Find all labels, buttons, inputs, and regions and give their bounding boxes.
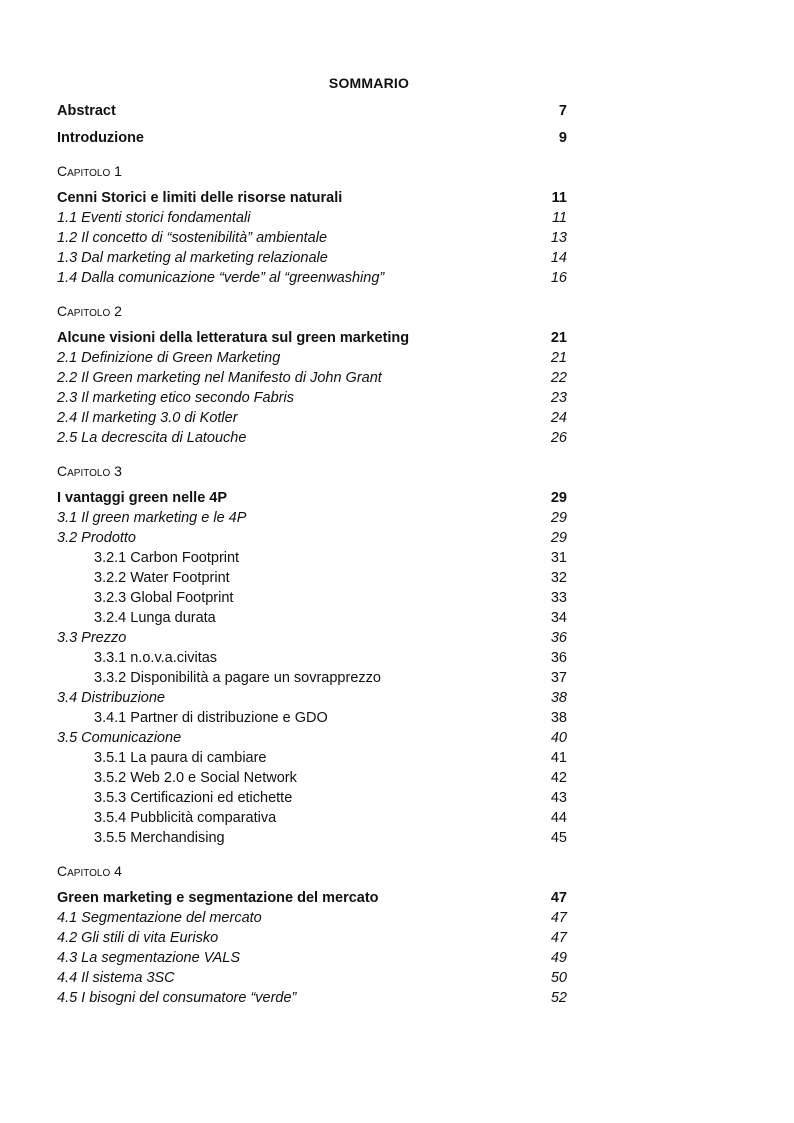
entry-label: 1.4 Dalla comunicazione “verde” al “greenwashing”	[57, 270, 385, 286]
chapter-label-3: Capitolo 3	[57, 463, 122, 479]
entry-label: 2.1 Definizione di Green Marketing	[57, 350, 281, 366]
toc-entry[interactable]	[57, 688, 567, 708]
toc-entry[interactable]	[57, 368, 567, 388]
page-title: SOMMARIO	[328, 75, 410, 91]
entry-label: 2.4 Il marketing 3.0 di Kotler	[57, 410, 238, 426]
entry-label: 3.2.3 Global Footprint	[94, 590, 234, 606]
entry-label: 3.5.2 Web 2.0 e Social Network	[94, 770, 297, 786]
chapter-heading-3[interactable]	[57, 488, 567, 508]
toc-subentry[interactable]	[57, 588, 567, 608]
entry-label: 3.4.1 Partner di distribuzione e GDO	[94, 710, 328, 726]
toc-entry[interactable]	[57, 908, 567, 928]
toc-entry[interactable]	[57, 388, 567, 408]
entry-page: 43	[550, 790, 567, 806]
toc-subentry[interactable]	[57, 648, 567, 668]
toc-subentry[interactable]	[57, 828, 567, 848]
toc-entry[interactable]	[57, 228, 567, 248]
toc-entry-abstract[interactable]	[57, 101, 567, 121]
entry-page: 37	[550, 670, 567, 686]
entry-label: 3.2 Prodotto	[57, 530, 136, 546]
entry-label: 2.3 Il marketing etico secondo Fabris	[57, 390, 294, 406]
toc-entry[interactable]	[57, 248, 567, 268]
entry-page: 14	[550, 250, 567, 266]
entry-label: 1.3 Dal marketing al marketing relazionale	[57, 250, 328, 266]
entry-page: 13	[550, 230, 567, 246]
entry-page: 32	[550, 570, 567, 586]
entry-label: 3.4 Distribuzione	[57, 690, 165, 706]
entry-label: 2.2 Il Green marketing nel Manifesto di John Grant	[57, 370, 382, 386]
entry-label: 3.2.4 Lunga durata	[94, 610, 216, 626]
entry-label: I vantaggi green nelle 4P	[57, 490, 228, 506]
entry-label: Abstract	[57, 103, 116, 119]
entry-page: 40	[550, 730, 567, 746]
toc-entry[interactable]	[57, 348, 567, 368]
entry-page: 29	[550, 490, 567, 506]
entry-label: Introduzione	[57, 130, 144, 146]
entry-page: 24	[550, 410, 567, 426]
entry-page: 45	[550, 830, 567, 846]
toc-entry[interactable]	[57, 208, 567, 228]
entry-label: 3.5.4 Pubblicità comparativa	[94, 810, 277, 826]
entry-label: Alcune visioni della letteratura sul green marketing	[57, 330, 410, 346]
entry-label: 3.1 Il green marketing e le 4P	[57, 510, 247, 526]
toc-subentry[interactable]	[57, 608, 567, 628]
toc-entry[interactable]	[57, 268, 567, 288]
entry-page: 26	[550, 430, 567, 446]
entry-page: 29	[550, 530, 567, 546]
toc-entry[interactable]	[57, 528, 567, 548]
entry-label: Green marketing e segmentazione del mercato	[57, 890, 379, 906]
entry-page: 7	[558, 103, 567, 119]
toc-entry[interactable]	[57, 408, 567, 428]
toc-subentry[interactable]	[57, 568, 567, 588]
entry-page: 38	[550, 710, 567, 726]
toc-subentry[interactable]	[57, 768, 567, 788]
toc-entry[interactable]	[57, 728, 567, 748]
entry-page: 36	[550, 630, 567, 646]
chapter-label-4: Capitolo 4	[57, 863, 122, 879]
entry-page: 33	[550, 590, 567, 606]
entry-label: 4.1 Segmentazione del mercato	[57, 910, 262, 926]
entry-page: 21	[550, 330, 567, 346]
entry-page: 29	[550, 510, 567, 526]
entry-label: 4.3 La segmentazione VALS	[57, 950, 240, 966]
entry-label: 3.2.1 Carbon Footprint	[94, 550, 240, 566]
toc-entry[interactable]	[57, 628, 567, 648]
toc-entry[interactable]	[57, 948, 567, 968]
chapter-label-2: Capitolo 2	[57, 303, 122, 319]
entry-page: 21	[550, 350, 567, 366]
toc-entry[interactable]	[57, 988, 567, 1008]
entry-page: 31	[550, 550, 567, 566]
toc-subentry[interactable]	[57, 788, 567, 808]
entry-label: 3.5.5 Merchandising	[94, 830, 225, 846]
entry-page: 41	[550, 750, 567, 766]
entry-page: 11	[551, 190, 567, 206]
entry-page: 50	[550, 970, 567, 986]
toc-subentry[interactable]	[57, 708, 567, 728]
entry-page: 49	[550, 950, 567, 966]
toc-subentry[interactable]	[57, 748, 567, 768]
toc-entry[interactable]	[57, 928, 567, 948]
entry-page: 11	[551, 210, 567, 226]
toc-entry[interactable]	[57, 508, 567, 528]
entry-label: 1.1 Eventi storici fondamentali	[57, 210, 251, 226]
entry-label: 3.3 Prezzo	[57, 630, 127, 646]
entry-label: 3.5.3 Certificazioni ed etichette	[94, 790, 293, 806]
toc-subentry[interactable]	[57, 668, 567, 688]
chapter-label-1: Capitolo 1	[57, 163, 122, 179]
entry-page: 52	[550, 990, 567, 1006]
entry-page: 23	[550, 390, 567, 406]
entry-label: 4.2 Gli stili di vita Eurisko	[57, 930, 219, 946]
toc-entry[interactable]	[57, 968, 567, 988]
entry-page: 22	[550, 370, 567, 386]
toc-subentry[interactable]	[57, 808, 567, 828]
entry-label: 3.3.2 Disponibilità a pagare un sovrapprezzo	[94, 670, 381, 686]
entry-page: 9	[558, 130, 567, 146]
entry-label: 3.2.2 Water Footprint	[94, 570, 230, 586]
chapter-heading-4[interactable]	[57, 888, 567, 908]
entry-label: 1.2 Il concetto di “sostenibilità” ambientale	[57, 230, 328, 246]
entry-page: 47	[550, 910, 567, 926]
entry-page: 38	[550, 690, 567, 706]
entry-page: 36	[550, 650, 567, 666]
toc-entry[interactable]	[57, 428, 567, 448]
entry-page: 44	[550, 810, 567, 826]
entry-label: Cenni Storici e limiti delle risorse naturali	[57, 190, 343, 206]
entry-label: 3.3.1 n.o.v.a.civitas	[94, 650, 218, 666]
toc-entry-introduzione[interactable]	[57, 128, 567, 148]
toc-subentry[interactable]	[57, 548, 567, 568]
chapter-heading-1[interactable]	[57, 188, 567, 208]
entry-label: 4.4 Il sistema 3SC	[57, 970, 175, 986]
entry-label: 2.5 La decrescita di Latouche	[57, 430, 247, 446]
entry-page: 34	[550, 610, 567, 626]
entry-page: 47	[550, 930, 567, 946]
entry-label: 4.5 I bisogni del consumatore “verde”	[57, 990, 297, 1006]
entry-page: 42	[550, 770, 567, 786]
entry-page: 16	[550, 270, 567, 286]
entry-label: 3.5 Comunicazione	[57, 730, 182, 746]
chapter-heading-2[interactable]	[57, 328, 567, 348]
entry-label: 3.5.1 La paura di cambiare	[94, 750, 267, 766]
entry-page: 47	[550, 890, 567, 906]
